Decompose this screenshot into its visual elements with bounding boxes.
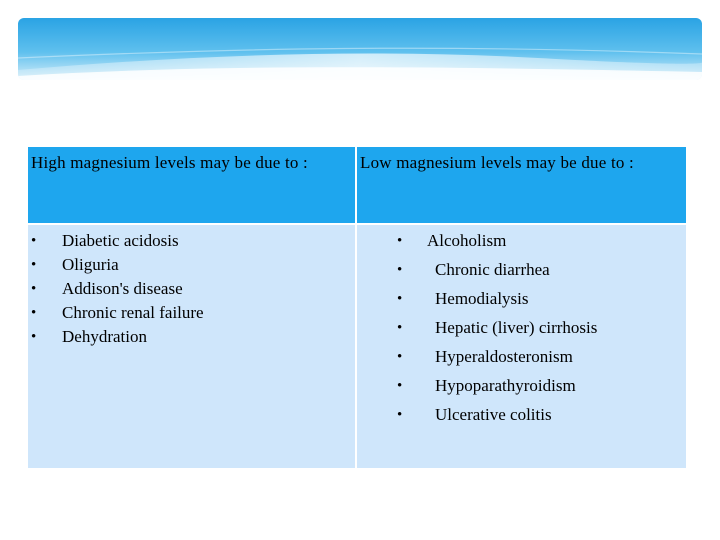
high-magnesium-causes-list [28, 229, 204, 349]
list-item [28, 229, 204, 253]
list-item-text: Ulcerative colitis [435, 405, 552, 424]
list-item [28, 301, 204, 325]
bullet-icon: • [397, 262, 403, 278]
decorative-banner [18, 18, 702, 80]
magnesium-table [28, 147, 686, 468]
bullet-icon: • [397, 378, 403, 394]
wave-banner-graphic [18, 18, 702, 80]
list-item-text: Hepatic (liver) cirrhosis [435, 318, 598, 337]
high-magnesium-header-cell [28, 147, 355, 223]
bullet-icon: • [397, 291, 403, 307]
bullet-icon: • [397, 233, 403, 249]
bullet-icon: • [397, 320, 403, 336]
list-item-text: Diabetic acidosis [62, 231, 179, 250]
low-magnesium-header-cell [357, 147, 686, 223]
list-item [28, 325, 204, 349]
bullet-icon: • [31, 281, 37, 297]
high-magnesium-causes-cell [28, 225, 355, 468]
list-item-text: Chronic diarrhea [435, 260, 550, 279]
list-item [28, 277, 204, 301]
list-item-text: Oliguria [62, 255, 119, 274]
high-magnesium-header: High magnesium levels may be due to : [31, 153, 308, 172]
bullet-icon: • [397, 349, 403, 365]
bullet-icon: • [31, 329, 37, 345]
list-item-text: Hyperaldosteronism [435, 347, 573, 366]
list-item-text: Hypoparathyroidism [435, 376, 576, 395]
low-magnesium-header: Low magnesium levels may be due to : [360, 153, 634, 172]
bullet-icon: • [397, 407, 403, 423]
list-item-text: Chronic renal failure [62, 303, 204, 322]
list-item-text: Alcoholism [427, 231, 507, 250]
list-item-text: Dehydration [62, 327, 147, 346]
list-item-text: Hemodialysis [435, 289, 529, 308]
bullet-icon: • [31, 233, 37, 249]
list-item [28, 253, 204, 277]
list-item-text: Addison's disease [62, 279, 183, 298]
bullet-icon: • [31, 305, 37, 321]
bullet-icon: • [31, 257, 37, 273]
low-magnesium-causes-cell [357, 225, 686, 468]
